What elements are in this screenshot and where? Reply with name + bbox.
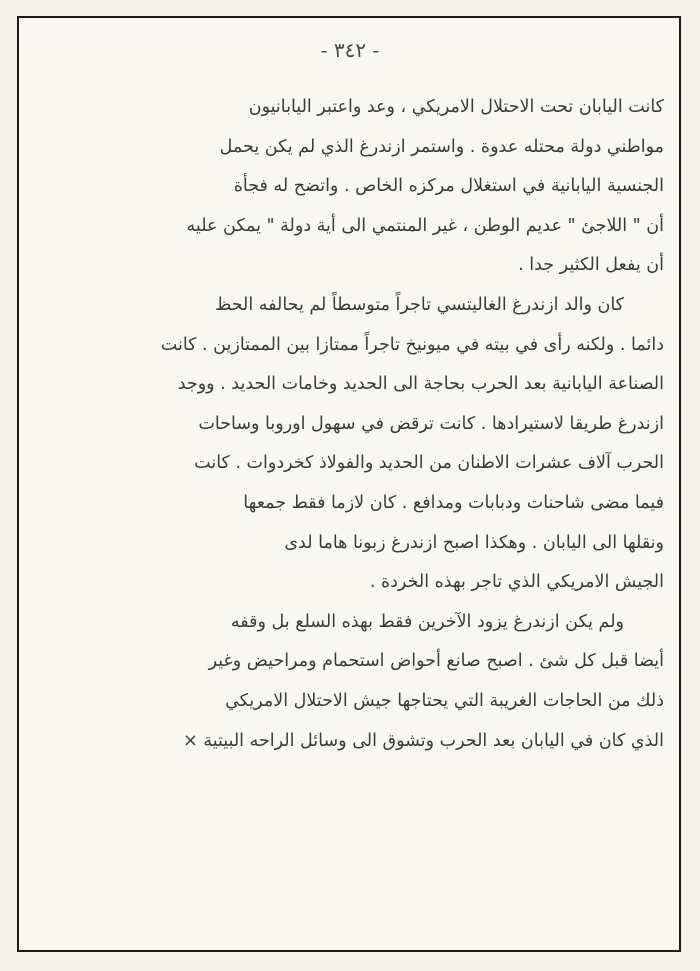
text-line: الصناعة اليابانية بعد الحرب بحاجة الى الحديد وخامات الحديد . ووجد [177,374,664,395]
text-line: الذي كان في اليابان بعد الحرب وتشوق الى وسائل الراحه البيتية × [183,730,664,751]
text-line: الجنسية اليابانية في استغلال مركزه الخاص . واتضح له فجأة [233,176,664,197]
text-line: ذلك من الحاجات الغريبة التي يحتاجها جيش الاحتلال الامريكي [225,690,664,711]
handwritten-body [34,88,664,761]
text-line: الجيش الامريكي الذي تاجر بهذه الخردة . [369,572,664,593]
text-line: أن يفعل الكثير جدا . [518,255,664,276]
text-line: أن " اللاجئ " عديم الوطن ، غير المنتمي الى أية دولة " يمكن عليه [186,215,664,236]
text-line: أيضا قبل كل شئ . اصبح صانع أحواض استحمام ومراحيض وغير [208,651,664,672]
text-line: ونقلها الى اليابان . وهكذا اصبح ازندرغ زبونا هاما لدى [284,532,664,553]
text-line: فيما مضى شاحنات ودبابات ومدافع . كان لازما فقط جمعها [243,492,664,513]
text-line: مواطني دولة محتله عدوة . واستمر ازندرغ الذي لم يكن يحمل [219,136,664,157]
text-line: دائما . ولكنه رأى في بيته في ميونيخ تاجراً ممتازا بين الممتازين . كانت [160,334,664,355]
text-line: ازندرغ طريقا لاستيرادها . كانت ترقض في سهول اوروبا وساحات [198,413,664,434]
text-line: ولم يكن ازندرغ يزود الآخرين فقط بهذه السلع بل وقفه [230,611,624,632]
text-line: كان والد ازندرغ الغاليتسي تاجراً متوسطاً لم يحالفه الحظ [215,294,624,315]
text-line: الحرب آلاف عشرات الاطنان من الحديد والفولاذ كخردوات . كانت [194,453,664,474]
text-line: كانت اليابان تحت الاحتلال الامريكي ، وعد واعتبر اليابانيون [248,97,664,117]
page-number: - ٣٤٢ - [320,38,380,62]
